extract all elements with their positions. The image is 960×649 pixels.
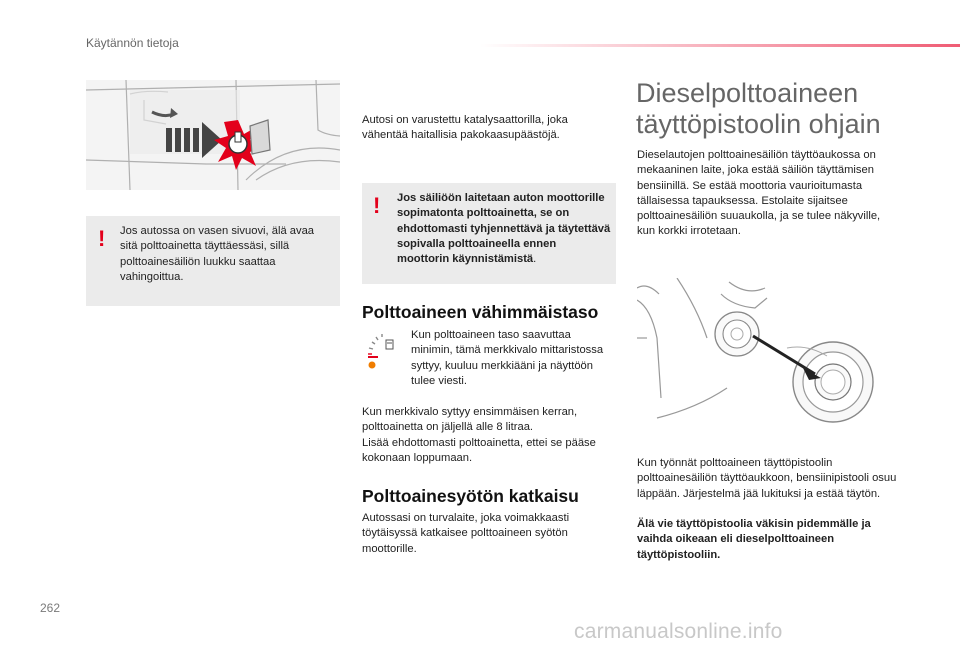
diesel-guide-title-line1: Dieselpolttoaineen — [636, 78, 859, 108]
middle-warning-bold: Jos säiliöön laitetaan auton moottorille sopimatonta polttoainetta, se on ehdottomasti tyhjennettävä ja täytettävä sopivalla polttoaineella ennen moottorin käynnistämistä — [397, 192, 611, 266]
catalytic-intro-text: Autosi on varustettu katalysaattorilla, joka vähentää haitallisia pakokaasupäästöjä. — [362, 114, 568, 142]
section-title-minimum-level: Polttoaineen vähimmäistaso — [362, 302, 599, 322]
header-title: Käytännön tietoja — [86, 36, 179, 50]
diesel-guide-description: Dieselautojen polttoainesäiliön täyttöaukossa on mekaaninen laite, joka estää säiliön täyttämisen bensiinillä. Se estää moottoria vaurioitumasta tällaisessa tapauksessa. Estolaite sijaitsee polttoainesäiliön suuaukolla, ja se tulee näkyville, kun korkki irrotetaan. — [637, 149, 881, 238]
minimum-level-refill: Lisää ehdottomasti polttoainetta, ettei se pääse kokonaan loppumaan. — [362, 436, 596, 464]
minimum-level-litres: Kun merkkivalo syttyy ensimmäisen kerran, polttoainetta on jäljellä alle 8 litraa. — [362, 406, 578, 434]
middle-warning-end: . — [533, 253, 537, 266]
minimum-level-text: Kun polttoaineen taso saavuttaa minimin, tämä merkkivalo mittaristossa syttyy, kuuluu merkkiääni ja näyttöön tulee viesti. — [411, 329, 604, 387]
diesel-guide-title-line2: täyttöpistoolin ohjain — [636, 109, 881, 139]
warning-icon: ! — [98, 226, 106, 251]
do-not-force-text: Älä vie täyttöpistoolia väkisin pidemmälle ja vaihda oikeaan eli dieselpolttoaineen täyttöpistooliin. — [637, 518, 871, 561]
page-number: 262 — [40, 601, 61, 615]
minimum-level-text-2 — [362, 405, 616, 466]
push-nozzle-text: Kun työnnät polttoaineen täyttöpistoolin polttoainesäiliön täyttöaukkoon, bensiinipistooli osuu läppään. Järjestelmä jää lukituksi ja estää täytön. — [637, 457, 897, 500]
header-divider — [480, 44, 960, 47]
fuel-cutoff-text: Autossasi on turvalaite, joka voimakkaasti töytäisyssä katkaisee polttoaineen syötön moottorille. — [362, 512, 570, 555]
diesel-guide-title — [636, 78, 936, 140]
warning-icon: ! — [373, 193, 381, 218]
middle-warning-text — [397, 191, 611, 267]
fuel-flap-illustration — [86, 80, 340, 190]
fuel-gauge-icon — [364, 330, 400, 370]
watermark: carmanualsonline.info — [574, 620, 783, 643]
left-warning-text: Jos autossa on vasen sivuovi, älä avaa sitä polttoainetta täyttäessäsi, sillä polttoainesäiliön luukku saattaa vahingoittua. — [120, 225, 315, 283]
filler-neck-illustration — [637, 278, 899, 446]
section-title-fuel-cutoff: Polttoainesyötön katkaisu — [362, 486, 579, 506]
